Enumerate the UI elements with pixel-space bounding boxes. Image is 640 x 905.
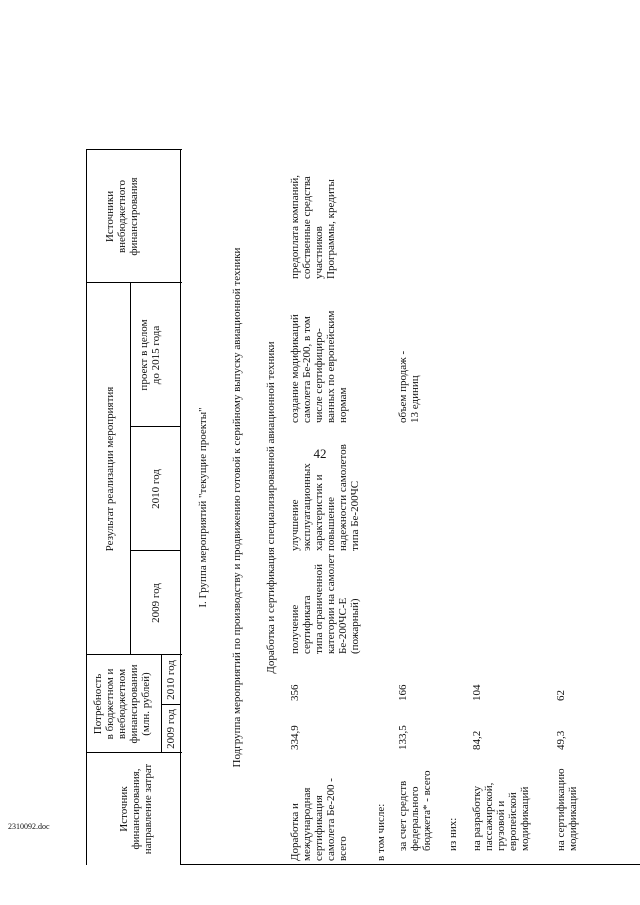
row-result-2009: получение сертификата типа ограниченной категории на самолет Бе-200ЧС-Е (пожарный): [289, 553, 361, 654]
header-need: Потребность в бюджетном и внебюджетном финансировании (млн. рублей): [92, 664, 152, 744]
row-result-2015: создание модификаций самолета Бе-200, в том числе сертифициро- ванных по европейским нормам: [289, 310, 349, 423]
row-value-2010: 62: [555, 690, 567, 701]
row-source: за счет средств федерального бюджета* - всего: [397, 770, 433, 851]
footer-code: 2310092.doc: [8, 822, 50, 831]
row-value-2010: 166: [397, 684, 409, 701]
subgroup-heading: Подгруппа мероприятий по производству и продвижению готовой к серийному выпуску авиационной техники: [231, 247, 243, 768]
header-extra-sources: Источники внебюджетного финансирования: [104, 177, 140, 256]
header-need-2010: 2010 год: [165, 660, 177, 700]
header-result: Результат реализации мероприятия: [104, 386, 116, 552]
item-heading: Доработка и сертификация специализированной авиационной техники: [265, 341, 277, 674]
row-value-2010: 356: [289, 684, 301, 701]
row-value-2010: 104: [471, 684, 483, 701]
group-heading: I. Группа мероприятий "текущие проекты": [197, 407, 209, 608]
row-value-2009: 49,3: [555, 730, 567, 750]
subheader-divider: [130, 283, 131, 655]
row-source: на сертификацию модификаций: [555, 768, 579, 851]
page-number: 42: [313, 446, 327, 461]
header-source: Источник финансирования, направление затрат: [118, 763, 154, 855]
header-need-2009: 2009 год: [165, 709, 177, 749]
row-value-2009: 133,5: [397, 725, 409, 750]
header-result-2015: проект в целом до 2015 года: [138, 319, 162, 391]
row-result-2015: объем продаж - 13 единиц: [397, 350, 421, 423]
row-extra-sources: предоплата компаний, собственные средства участников Программы, кредиты: [289, 175, 337, 279]
header-result-2010: 2010 год: [150, 469, 162, 509]
rotated-table-page: [0, 45, 640, 905]
row-value-2009: 84,2: [471, 730, 483, 750]
header-result-2009: 2009 год: [150, 583, 162, 623]
table-header-bottom: [180, 150, 181, 865]
table-border: [180, 864, 640, 865]
row-source: из них:: [447, 817, 459, 851]
row-source: в том числе:: [375, 803, 387, 861]
row-source: на разработку пассажирской, грузовой и европейской модификаций: [471, 782, 531, 851]
row-source: Доработка и международная сертификация самолета Бе-200 - всего: [289, 778, 349, 861]
row-result-2010: улучшение эксплуатационных характеристик и повышение надежности самолетов типа Бе-200ЧС: [289, 444, 361, 551]
table-top-border: [86, 150, 87, 865]
row-value-2009: 334,9: [289, 725, 301, 750]
